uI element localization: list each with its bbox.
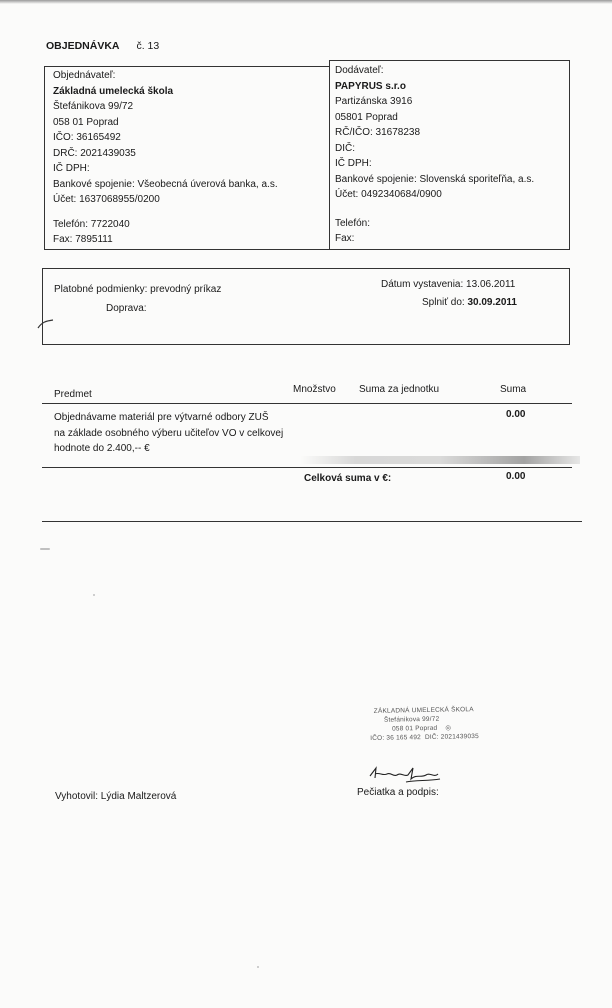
buyer-bank: Bankové spojenie: Všeobecná úverová banka, a.s.	[53, 178, 278, 190]
col-qty: Množstvo	[293, 384, 336, 395]
pen-mark	[36, 318, 56, 332]
payment-terms: Platobné podmienky: prevodný príkaz	[54, 284, 222, 295]
supplier-block	[335, 63, 534, 247]
supplier-bank: Bankové spojenie: Slovenská sporiteľňa, a.s.	[335, 173, 535, 185]
transport: Doprava:	[106, 303, 147, 314]
terms-box-top	[42, 268, 570, 269]
item-line: Objednávame materiál pre výtvarné odbory ZUŠ	[54, 412, 269, 423]
speck	[93, 594, 95, 596]
buyer-icdph: IČ DPH:	[53, 163, 90, 174]
total-label: Celková suma v €:	[304, 473, 392, 484]
scan-noise	[300, 456, 580, 464]
buyer-city: 058 01 Poprad	[53, 116, 119, 128]
buyer-ico: IČO: 36165492	[53, 132, 121, 143]
buyer-box-top	[44, 66, 329, 67]
buyer-fax: Fax: 7895111	[53, 234, 113, 245]
supplier-name: PAPYRUS s.r.o	[335, 80, 406, 92]
buyer-account: Účet: 1637068955/0200	[53, 194, 160, 205]
item-line: hodnote do 2.400,-- €	[54, 443, 150, 454]
signature	[366, 762, 456, 788]
buyer-drc: DRČ: 2021439035	[53, 147, 136, 159]
speck	[40, 548, 50, 550]
buyer-name: Základná umelecká škola	[53, 85, 174, 97]
buyer-label: Objednávateľ:	[53, 70, 116, 81]
issue-date	[381, 279, 515, 290]
doc-type: OBJEDNÁVKA	[46, 40, 120, 52]
table-header-line	[42, 403, 572, 404]
buyer-phone: Telefón: 7722040	[53, 218, 130, 230]
supplier-city: 05801 Poprad	[335, 111, 398, 123]
col-unit: Suma za jednotku	[359, 384, 440, 395]
supplier-label: Dodávateľ:	[335, 65, 384, 76]
supplier-icdph: IČ DPH:	[335, 158, 372, 169]
issue-value: 13.06.2011	[466, 279, 516, 290]
item-sum: 0.00	[506, 409, 526, 420]
total-value: 0.00	[506, 471, 526, 482]
item-description	[54, 410, 283, 457]
supplier-box-right	[569, 60, 570, 250]
due-value: 30.09.2011	[467, 297, 517, 308]
speck	[257, 966, 259, 968]
party-box-bottom	[44, 249, 570, 250]
supplier-account: Účet: 0492340684/0900	[335, 189, 442, 200]
buyer-street: Štefánikova 99/72	[53, 101, 134, 112]
due-label: Splniť do:	[422, 297, 465, 308]
due-date	[422, 297, 517, 308]
prepared-by: Vyhotovil: Lýdia Maltzerová	[55, 791, 177, 802]
item-line: na základe osobného výberu učiteľov VO v celkovej	[54, 427, 284, 439]
supplier-fax: Fax:	[335, 233, 355, 244]
party-divider	[329, 60, 330, 250]
terms-box-right	[569, 268, 570, 344]
table-body-line	[42, 467, 572, 468]
supplier-rcico: RČ/IČO: 31678238	[335, 127, 421, 138]
supplier-phone: Telefón:	[335, 217, 371, 229]
col-subject: Predmet	[54, 389, 92, 400]
col-sum: Suma	[500, 384, 527, 395]
buyer-block	[53, 68, 278, 248]
terms-box-left	[42, 268, 43, 344]
supplier-dic: DIČ:	[335, 142, 355, 154]
order-number: č. 13	[136, 40, 160, 52]
supplier-street: Partizánska 3916	[335, 96, 413, 107]
table-bottom-line	[42, 521, 582, 522]
scan-edge	[0, 0, 612, 4]
buyer-box-left	[44, 66, 45, 249]
doc-header	[46, 40, 159, 52]
stamp-label: Pečiatka a podpis:	[357, 787, 439, 798]
supplier-box-top	[329, 60, 570, 61]
issue-label: Dátum vystavenia:	[381, 279, 464, 290]
terms-box-bottom	[42, 344, 570, 345]
school-stamp: ZÁKLADNÁ UMELECKÁ ŠKOLA Štefánikova 99/72 058 01 Poprad ◎ IČO: 36 165 492 DIČ: 2021439035	[370, 706, 479, 742]
